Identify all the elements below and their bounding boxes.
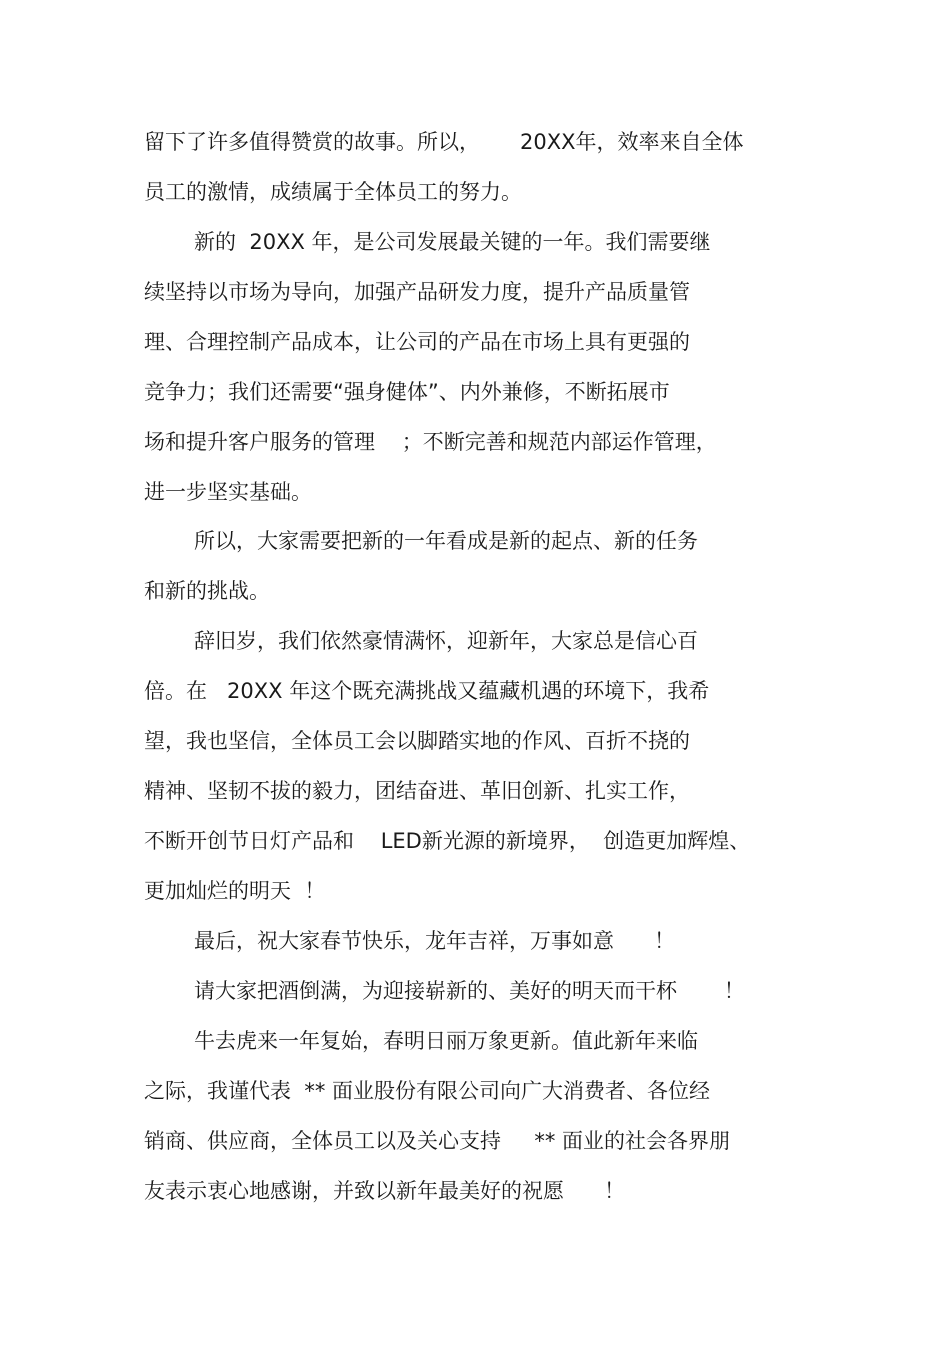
text-line: 辞旧岁，我们依然豪情满怀，迎新年，大家总是信心百 — [194, 629, 698, 653]
text-line: 倍。在 20XX 年这个既充满挑战又蕴藏机遇的环境下，我希 — [144, 679, 710, 703]
text-line: 场和提升客户服务的管理 ；不断完善和规范内部运作管理， — [144, 430, 717, 454]
text-line: 之际，我谨代表 ** 面业股份有限公司向广大消费者、各位经 — [144, 1079, 711, 1103]
text-line: 请大家把酒倒满，为迎接崭新的、美好的明天而干杯 ！ — [194, 979, 745, 1003]
text-line: 新的 20XX 年，是公司发展最关键的一年。我们需要继 — [194, 230, 711, 254]
text-line: 留下了许多值得赞赏的故事。所以， 20XX年，效率来自全体 — [144, 130, 744, 154]
text-line: 更加灿烂的明天 ！ — [144, 879, 326, 903]
text-line: 续坚持以市场为导向，加强产品研发力度，提升产品质量管 — [144, 280, 690, 304]
text-line: 和新的挑战。 — [144, 579, 270, 603]
text-line: 友表示衷心地感谢，并致以新年最美好的祝愿 ！ — [144, 1179, 626, 1203]
text-line: 精神、坚韧不拔的毅力，团结奋进、革旧创新、扎实工作， — [144, 779, 690, 803]
text-line: 员工的激情，成绩属于全体员工的努力。 — [144, 180, 522, 204]
text-line: 销商、供应商，全体员工以及关心支持 ** 面业的社会各界朋 — [144, 1129, 731, 1153]
text-line: 理、合理控制产品成本，让公司的产品在市场上具有更强的 — [144, 330, 690, 354]
text-line: 竞争力；我们还需要“强身健体”、内外兼修，不断拓展市 — [144, 380, 670, 404]
text-line: 望，我也坚信，全体员工会以脚踏实地的作风、百折不挠的 — [144, 729, 690, 753]
text-line: 进一步坚实基础。 — [144, 480, 312, 504]
text-line: 牛去虎来一年复始，春明日丽万象更新。值此新年来临 — [194, 1029, 698, 1053]
text-line: 不断开创节日灯产品和 LED新光源的新境界， 创造更加辉煌、 — [144, 829, 751, 853]
text-line: 最后，祝大家春节快乐，龙年吉祥，万事如意 ！ — [194, 929, 676, 953]
text-line: 所以，大家需要把新的一年看成是新的起点、新的任务 — [194, 529, 698, 553]
